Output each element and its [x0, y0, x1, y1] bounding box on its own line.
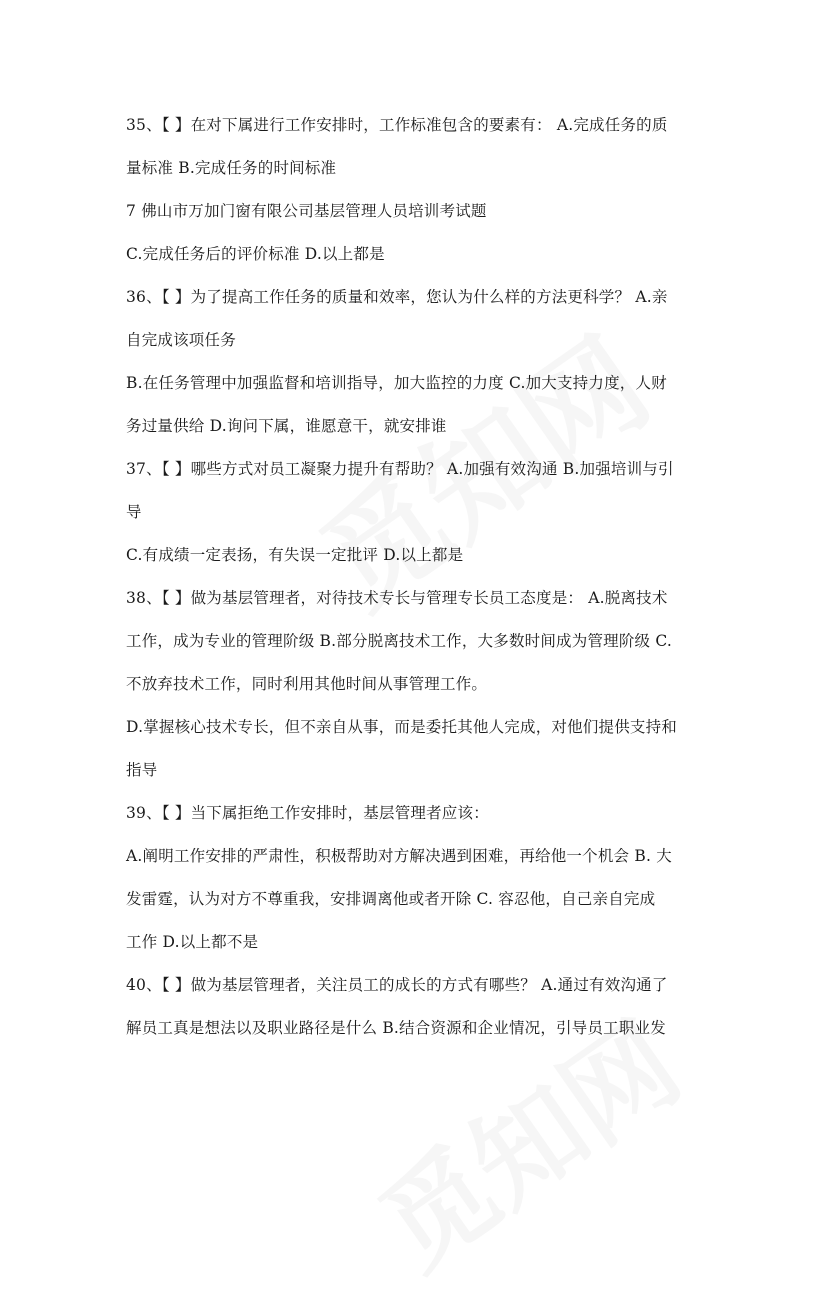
text-line: A.阐明工作安排的严肃性，积极帮助对方解决遇到困难，再给他一个机会 B. 大 [126, 847, 672, 865]
text-line: 40、【 】做为基层管理者，关注员工的成长的方式有哪些？ A.通过有效沟通了 [126, 976, 668, 994]
text-line: 39、【 】当下属拒绝工作安排时，基层管理者应该： [126, 804, 489, 822]
text-line: 36、【 】为了提高工作任务的质量和效率，您认为什么样的方法更科学？ A.亲 [126, 288, 668, 306]
text-line: 务过量供给 D.询问下属，谁愿意干，就安排谁 [126, 417, 447, 435]
text-line: D.掌握核心技术专长，但不亲自从事，而是委托其他人完成，对他们提供支持和 [126, 718, 678, 736]
text-line: 发雷霆，认为对方不尊重我，安排调离他或者开除 C. 容忍他，自己亲自完成 [126, 890, 656, 908]
text-line: 38、【 】做为基层管理者，对待技术专长与管理专长员工态度是： A.脱离技术 [126, 589, 668, 607]
text-line: 工作 D.以上都不是 [126, 933, 259, 951]
text-line: 不放弃技术工作，同时利用其他时间从事管理工作。 [126, 675, 488, 693]
text-line: 指导 [126, 761, 158, 779]
text-line: C.有成绩一定表扬，有失误一定批评 D.以上都是 [126, 546, 464, 564]
text-line: B.在任务管理中加强监督和培训指导，加大监控的力度 C.加大支持力度，人财 [126, 374, 667, 392]
document-page [126, 104, 714, 1050]
footer-title: 7 佛山市万加门窗有限公司基层管理人员培训考试题 [126, 202, 487, 220]
text-line: 量标准 B.完成任务的时间标准 [126, 159, 337, 177]
text-line: 37、【 】哪些方式对员工凝聚力提升有帮助？ A.加强有效沟通 B.加强培训与引 [126, 460, 674, 478]
text-line: 工作，成为专业的管理阶级 B.部分脱离技术工作，大多数时间成为管理阶级 C. [126, 632, 673, 650]
text-line: 自完成该项任务 [126, 331, 236, 349]
text-line: 导 [126, 503, 142, 521]
text-line: 35、【 】在对下属进行工作安排时，工作标准包含的要素有： A.完成任务的质 [126, 116, 668, 134]
text-line: 解员工真是想法以及职业路径是什么 B.结合资源和企业情况，引导员工职业发 [126, 1019, 666, 1037]
text-line: C.完成任务后的评价标准 D.以上都是 [126, 245, 385, 263]
